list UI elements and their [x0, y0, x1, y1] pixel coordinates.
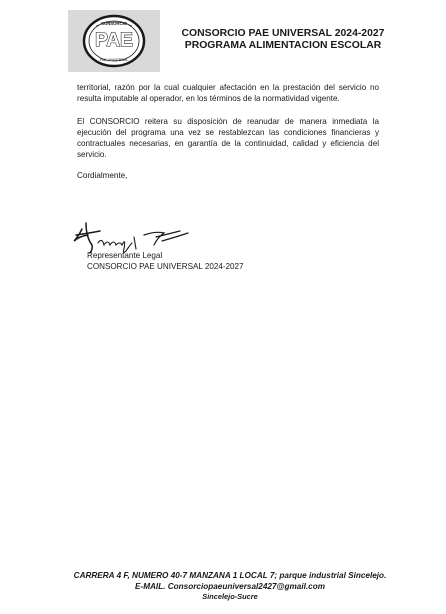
logo-top-text: CONSORCIO — [101, 21, 127, 26]
logo-letters: PAE — [95, 30, 133, 51]
logo-bottom-text: PAE UNIVERSAL — [99, 58, 129, 62]
paragraph-2: El CONSORCIO reitera su disposición de reanudar de manera inmediata la ejecución del programa una vez se restablezcan las condiciones financieras y contractuales necesarias, en garantía de la continuidad, calidad y eficiencia del servicio. — [77, 117, 379, 159]
footer-email: E-MAIL. Consorciopaeuniversal2427@gmail.com — [135, 582, 325, 591]
header-title-line1: CONSORCIO PAE UNIVERSAL 2024-2027 — [181, 28, 385, 39]
logo — [68, 10, 160, 72]
header-title-line2: PROGRAMA ALIMENTACION ESCOLAR — [184, 40, 382, 51]
paragraph-1: territorial, razón por la cual cualquier afectación en la prestación del servicio no resulta imputable al operador, en los términos de la normatividad vigente. — [77, 83, 379, 103]
signature-role: Representante Legal — [87, 251, 163, 260]
footer-city: Sincelejo-Sucre — [202, 592, 258, 601]
footer — [60, 570, 400, 602]
closing: Cordialmente, — [77, 171, 128, 180]
signature-name: CONSORCIO PAE UNIVERSAL 2024-2027 — [87, 262, 244, 271]
footer-address: CARRERA 4 F, NUMERO 40-7 MANZANA 1 LOCAL 7; parque industrial Sincelejo. — [73, 571, 387, 580]
header-title — [172, 28, 394, 52]
